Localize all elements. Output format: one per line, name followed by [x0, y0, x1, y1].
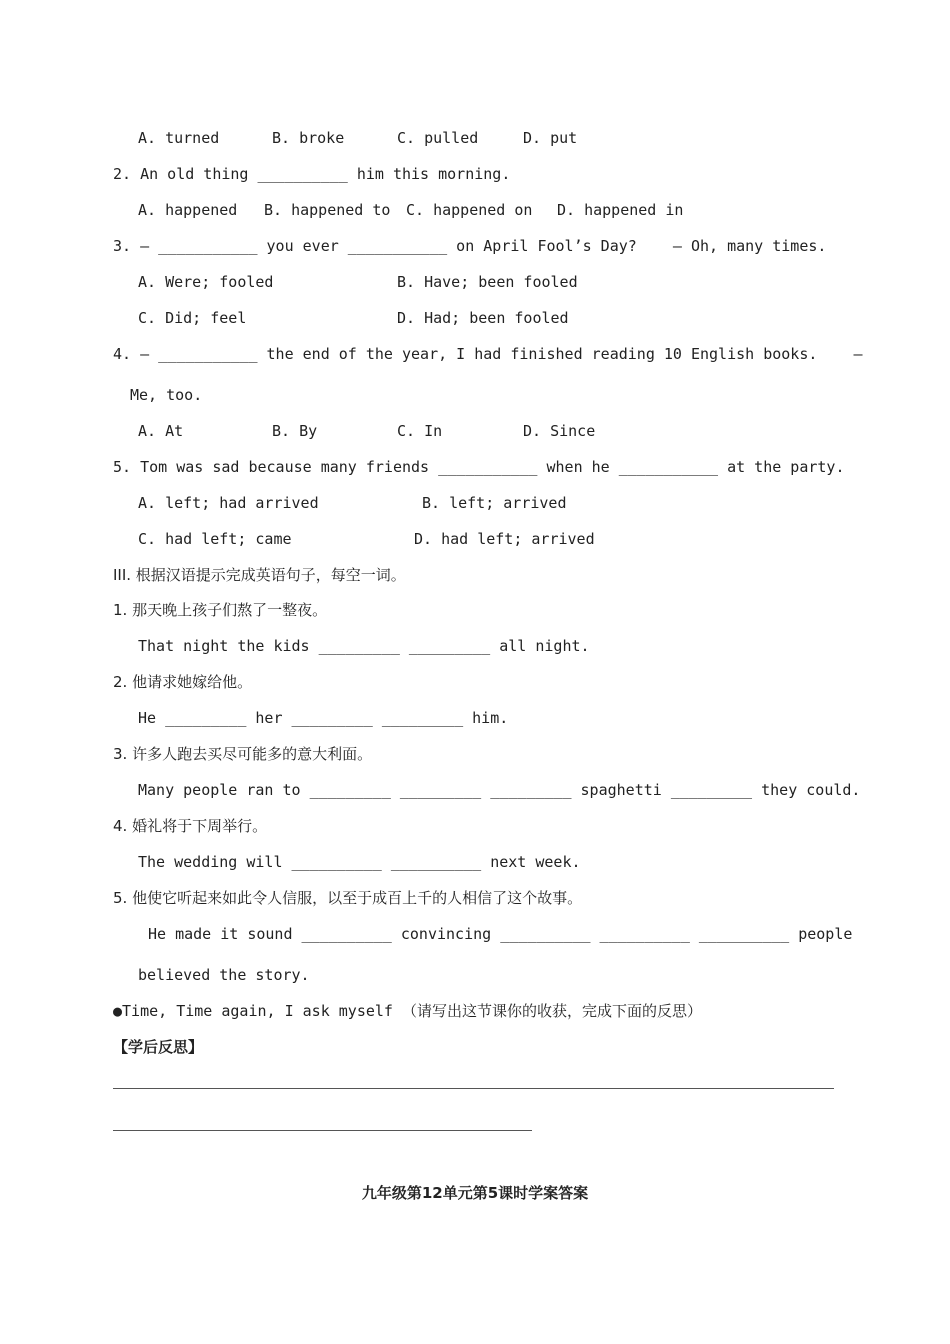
q2-stem: 2. An old thing __________ him this morning. — [113, 165, 511, 183]
q1-option-c: C. pulled — [397, 129, 479, 147]
q1-option-b: B. broke — [272, 129, 345, 147]
reflection-line-1 — [113, 1088, 834, 1089]
s3-item-5-english: He made it sound __________ convincing __________ __________ __________ people — [148, 925, 853, 943]
s3-item-5-chinese: 5. 他使它听起来如此令人信服，以至于成百上千的人相信了这个故事。 — [113, 889, 583, 907]
q2-option-d: D. happened in — [557, 201, 684, 219]
q2-option-b: B. happened to — [264, 201, 391, 219]
s3-item-3-english: Many people ran to _________ _________ _________ spaghetti _________ they could. — [138, 781, 861, 799]
s3-item-1-chinese: 1. 那天晚上孩子们熬了一整夜。 — [113, 601, 328, 619]
q1-option-d: D. put — [523, 129, 578, 147]
q2-option-c: C. happened on — [406, 201, 533, 219]
q4-stem: 4. — ___________ the end of the year, I had finished reading 10 English books. — — [113, 345, 863, 363]
section-3-heading: III. 根据汉语提示完成英语句子，每空一词。 — [113, 566, 406, 584]
q5-option-d: D. had left; arrived — [414, 530, 595, 548]
s3-item-2-english: He _________ her _________ _________ him. — [138, 709, 509, 727]
q4-option-c: C. In — [397, 422, 443, 440]
q3-option-d: D. Had; been fooled — [397, 309, 569, 327]
s3-item-2-chinese: 2. 他请求她嫁给他。 — [113, 673, 253, 691]
q3-option-b: B. Have; been fooled — [397, 273, 578, 291]
q5-option-c: C. had left; came — [138, 530, 292, 548]
q5-stem: 5. Tom was sad because many friends ___________ when he ___________ at the party. — [113, 458, 845, 476]
q3-option-a: A. Were; fooled — [138, 273, 274, 291]
q3-option-c: C. Did; feel — [138, 309, 247, 327]
reflection-heading: 【学后反思】 — [113, 1038, 204, 1056]
q4-option-d: D. Since — [523, 422, 596, 440]
q1-option-a: A. turned — [138, 129, 220, 147]
q5-option-b: B. left; arrived — [422, 494, 567, 512]
s3-item-1-english: That night the kids _________ _________ all night. — [138, 637, 590, 655]
s3-item-3-chinese: 3. 许多人跑去买尽可能多的意大利面。 — [113, 745, 373, 763]
q2-option-a: A. happened — [138, 201, 238, 219]
answer-title: 九年级第12单元第5课时学案答案 — [361, 1184, 589, 1202]
reflection-prompt: ●Time, Time again, I ask myself （请写出这节课你的收获，完成下面的反思） — [113, 1002, 702, 1020]
s3-item-4-chinese: 4. 婚礼将于下周举行。 — [113, 817, 268, 835]
q4-option-b: B. By — [272, 422, 318, 440]
q3-stem: 3. — ___________ you ever ___________ on April Fool’s Day? — Oh, many times. — [113, 237, 827, 255]
s3-item-4-english: The wedding will __________ __________ next week. — [138, 853, 581, 871]
q4-option-a: A. At — [138, 422, 184, 440]
s3-item-5-english-continued: believed the story. — [138, 966, 310, 984]
q4-stem-continued: Me, too. — [130, 386, 203, 404]
reflection-line-2 — [113, 1130, 532, 1131]
q5-option-a: A. left; had arrived — [138, 494, 319, 512]
